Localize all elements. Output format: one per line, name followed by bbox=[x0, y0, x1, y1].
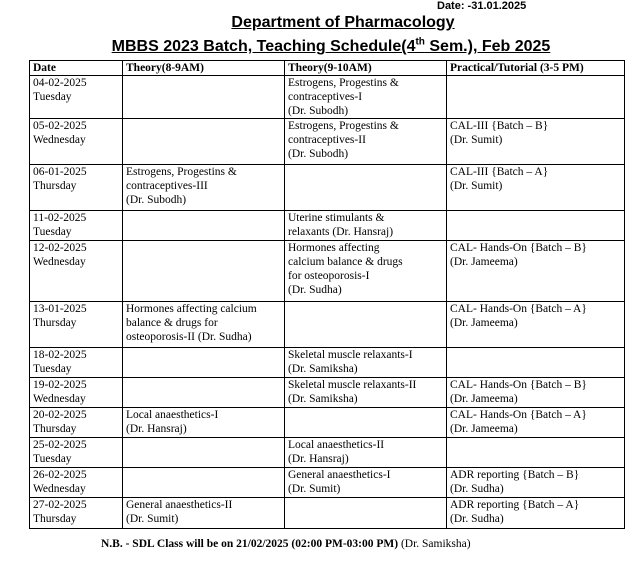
cell-line: (Dr. Jameema) bbox=[450, 393, 518, 405]
date-text: 12-02-2025 bbox=[33, 242, 87, 254]
schedule-table bbox=[29, 60, 625, 529]
cell-line: CAL- Hands-On {Batch – A} bbox=[450, 409, 587, 421]
theory-9-10-cell bbox=[285, 408, 447, 438]
theory-9-10-cell bbox=[285, 348, 447, 378]
practical-cell bbox=[447, 241, 625, 302]
theory-9-10-cell bbox=[285, 211, 447, 241]
cell-line: CAL-III {Batch – B} bbox=[450, 120, 549, 132]
table-row bbox=[30, 211, 625, 241]
date-cell bbox=[30, 378, 123, 408]
cell-line: Estrogens, Progestins & bbox=[126, 166, 237, 178]
date-text: 19-02-2025 bbox=[33, 379, 87, 391]
table-row bbox=[30, 119, 625, 165]
table-row bbox=[30, 378, 625, 408]
cell-line: (Dr. Sumit) bbox=[450, 134, 503, 146]
date-cell bbox=[30, 119, 123, 165]
schedule-title: MBBS 2023 Batch, Teaching Schedule(4th Sem.), Feb 2025 bbox=[111, 37, 551, 56]
day-text: Thursday bbox=[33, 317, 77, 329]
cell-line: for osteoporosis-I bbox=[288, 270, 370, 282]
table-row bbox=[30, 468, 625, 498]
cell-line: (Dr. Sudha) bbox=[288, 284, 342, 296]
date-cell bbox=[30, 438, 123, 468]
table-header-row bbox=[30, 61, 625, 76]
table-row bbox=[30, 165, 625, 211]
cell-line: (Dr. Jameema) bbox=[450, 256, 518, 268]
cell-line: CAL- Hands-On {Batch – B} bbox=[450, 379, 587, 391]
date-cell bbox=[30, 348, 123, 378]
cell-line: (Dr. Sudha) bbox=[450, 483, 504, 495]
date-text: 18-02-2025 bbox=[33, 349, 87, 361]
cell-line: (Dr. Subodh) bbox=[288, 105, 349, 117]
table-row bbox=[30, 241, 625, 302]
practical-cell bbox=[447, 438, 625, 468]
theory-8-9-cell bbox=[123, 498, 285, 529]
cell-line: (Dr. Samiksha) bbox=[288, 363, 358, 375]
date-text: 25-02-2025 bbox=[33, 439, 87, 451]
cell-line: calcium balance & drugs bbox=[288, 256, 403, 268]
date-cell bbox=[30, 165, 123, 211]
cell-line: contraceptives-I bbox=[288, 91, 363, 103]
day-text: Wednesday bbox=[33, 134, 86, 146]
date-cell bbox=[30, 241, 123, 302]
cell-line: (Dr. Jameema) bbox=[450, 423, 518, 435]
cell-line: CAL-III {Batch – A} bbox=[450, 166, 549, 178]
theory-8-9-cell bbox=[123, 468, 285, 498]
date-text: 06-01-2025 bbox=[33, 166, 87, 178]
date-cell bbox=[30, 408, 123, 438]
practical-cell bbox=[447, 76, 625, 119]
theory-8-9-cell bbox=[123, 408, 285, 438]
practical-cell bbox=[447, 119, 625, 165]
cell-line: (Dr. Jameema) bbox=[450, 317, 518, 329]
footnote: N.B. - SDL Class will be on 21/02/2025 (02:00 PM-03:00 PM) (Dr. Samiksha) bbox=[101, 538, 471, 550]
theory-9-10-cell bbox=[285, 241, 447, 302]
day-text: Thursday bbox=[33, 423, 77, 435]
table-row bbox=[30, 438, 625, 468]
cell-line: ADR reporting {Batch – B} bbox=[450, 469, 580, 481]
theory-9-10-cell bbox=[285, 76, 447, 119]
cell-line: Uterine stimulants & bbox=[288, 212, 385, 224]
date-text: 04-02-2025 bbox=[33, 77, 87, 89]
cell-line: (Dr. Hansraj) bbox=[288, 453, 349, 465]
cell-line: Local anaesthetics-I bbox=[126, 409, 219, 421]
practical-cell bbox=[447, 348, 625, 378]
theory-8-9-cell bbox=[123, 241, 285, 302]
cell-line: (Dr. Samiksha) bbox=[288, 393, 358, 405]
theory-8-9-cell bbox=[123, 348, 285, 378]
cell-line: relaxants (Dr. Hansraj) bbox=[288, 226, 394, 238]
day-text: Thursday bbox=[33, 513, 77, 525]
cell-line: CAL- Hands-On {Batch – A} bbox=[450, 303, 587, 315]
cell-line: (Dr. Sumit) bbox=[450, 180, 503, 192]
cell-line: Hormones affecting calcium bbox=[126, 303, 257, 315]
column-header: Theory(9-10AM) bbox=[285, 61, 447, 76]
date-text: 11-02-2025 bbox=[33, 212, 87, 224]
practical-cell bbox=[447, 498, 625, 529]
day-text: Tuesday bbox=[33, 226, 72, 238]
cell-line: contraceptives-II bbox=[288, 134, 366, 146]
date-text: 20-02-2025 bbox=[33, 409, 87, 421]
cell-line: Hormones affecting bbox=[288, 242, 380, 254]
column-header: Practical/Tutorial (3-5 PM) bbox=[447, 61, 625, 76]
table-row bbox=[30, 76, 625, 119]
cell-line: Estrogens, Progestins & bbox=[288, 77, 399, 89]
cell-line: contraceptives-III bbox=[126, 180, 208, 192]
theory-8-9-cell bbox=[123, 378, 285, 408]
date-text: 27-02-2025 bbox=[33, 499, 87, 511]
cell-line: balance & drugs for bbox=[126, 317, 218, 329]
date-cell bbox=[30, 76, 123, 119]
cell-line: ADR reporting {Batch – A} bbox=[450, 499, 580, 511]
theory-9-10-cell bbox=[285, 119, 447, 165]
cell-line: (Dr. Sumit) bbox=[288, 483, 341, 495]
theory-8-9-cell bbox=[123, 165, 285, 211]
practical-cell bbox=[447, 408, 625, 438]
theory-8-9-cell bbox=[123, 438, 285, 468]
practical-cell bbox=[447, 378, 625, 408]
cell-line: osteoporosis-II (Dr. Sudha) bbox=[126, 331, 252, 343]
cell-line: (Dr. Subodh) bbox=[288, 148, 349, 160]
theory-9-10-cell bbox=[285, 468, 447, 498]
column-header: Theory(8-9AM) bbox=[123, 61, 285, 76]
theory-9-10-cell bbox=[285, 438, 447, 468]
theory-9-10-cell bbox=[285, 165, 447, 211]
practical-cell bbox=[447, 165, 625, 211]
practical-cell bbox=[447, 468, 625, 498]
day-text: Tuesday bbox=[33, 91, 72, 103]
day-text: Wednesday bbox=[33, 256, 86, 268]
date-text: 26-02-2025 bbox=[33, 469, 87, 481]
table-row bbox=[30, 302, 625, 348]
practical-cell bbox=[447, 211, 625, 241]
theory-9-10-cell bbox=[285, 378, 447, 408]
cell-line: (Dr. Subodh) bbox=[126, 194, 187, 206]
department-title: Department of Pharmacology bbox=[231, 14, 455, 31]
day-text: Wednesday bbox=[33, 483, 86, 495]
date-cell bbox=[30, 498, 123, 529]
cell-line: General anaesthetics-II bbox=[126, 499, 233, 511]
date-text: 13-01-2025 bbox=[33, 303, 87, 315]
cell-line: CAL- Hands-On {Batch – B} bbox=[450, 242, 587, 254]
cell-line: Local anaesthetics-II bbox=[288, 439, 385, 451]
date-label: Date: -31.01.2025 bbox=[437, 0, 527, 12]
theory-9-10-cell bbox=[285, 498, 447, 529]
theory-8-9-cell bbox=[123, 302, 285, 348]
date-text: 05-02-2025 bbox=[33, 120, 87, 132]
cell-line: (Dr. Sudha) bbox=[450, 513, 504, 525]
theory-8-9-cell bbox=[123, 76, 285, 119]
cell-line: (Dr. Sumit) bbox=[126, 513, 179, 525]
day-text: Tuesday bbox=[33, 363, 72, 375]
day-text: Tuesday bbox=[33, 453, 72, 465]
table-row bbox=[30, 498, 625, 529]
day-text: Wednesday bbox=[33, 393, 86, 405]
cell-line: Skeletal muscle relaxants-II bbox=[288, 379, 417, 391]
day-text: Thursday bbox=[33, 180, 77, 192]
theory-8-9-cell bbox=[123, 211, 285, 241]
date-cell bbox=[30, 468, 123, 498]
cell-line: General anaesthetics-I bbox=[288, 469, 391, 481]
cell-line: Skeletal muscle relaxants-I bbox=[288, 349, 413, 361]
cell-line: (Dr. Hansraj) bbox=[126, 423, 187, 435]
date-cell bbox=[30, 211, 123, 241]
theory-8-9-cell bbox=[123, 119, 285, 165]
column-header: Date bbox=[30, 61, 123, 76]
table-row bbox=[30, 408, 625, 438]
cell-line: Estrogens, Progestins & bbox=[288, 120, 399, 132]
date-cell bbox=[30, 302, 123, 348]
table-row bbox=[30, 348, 625, 378]
practical-cell bbox=[447, 302, 625, 348]
theory-9-10-cell bbox=[285, 302, 447, 348]
